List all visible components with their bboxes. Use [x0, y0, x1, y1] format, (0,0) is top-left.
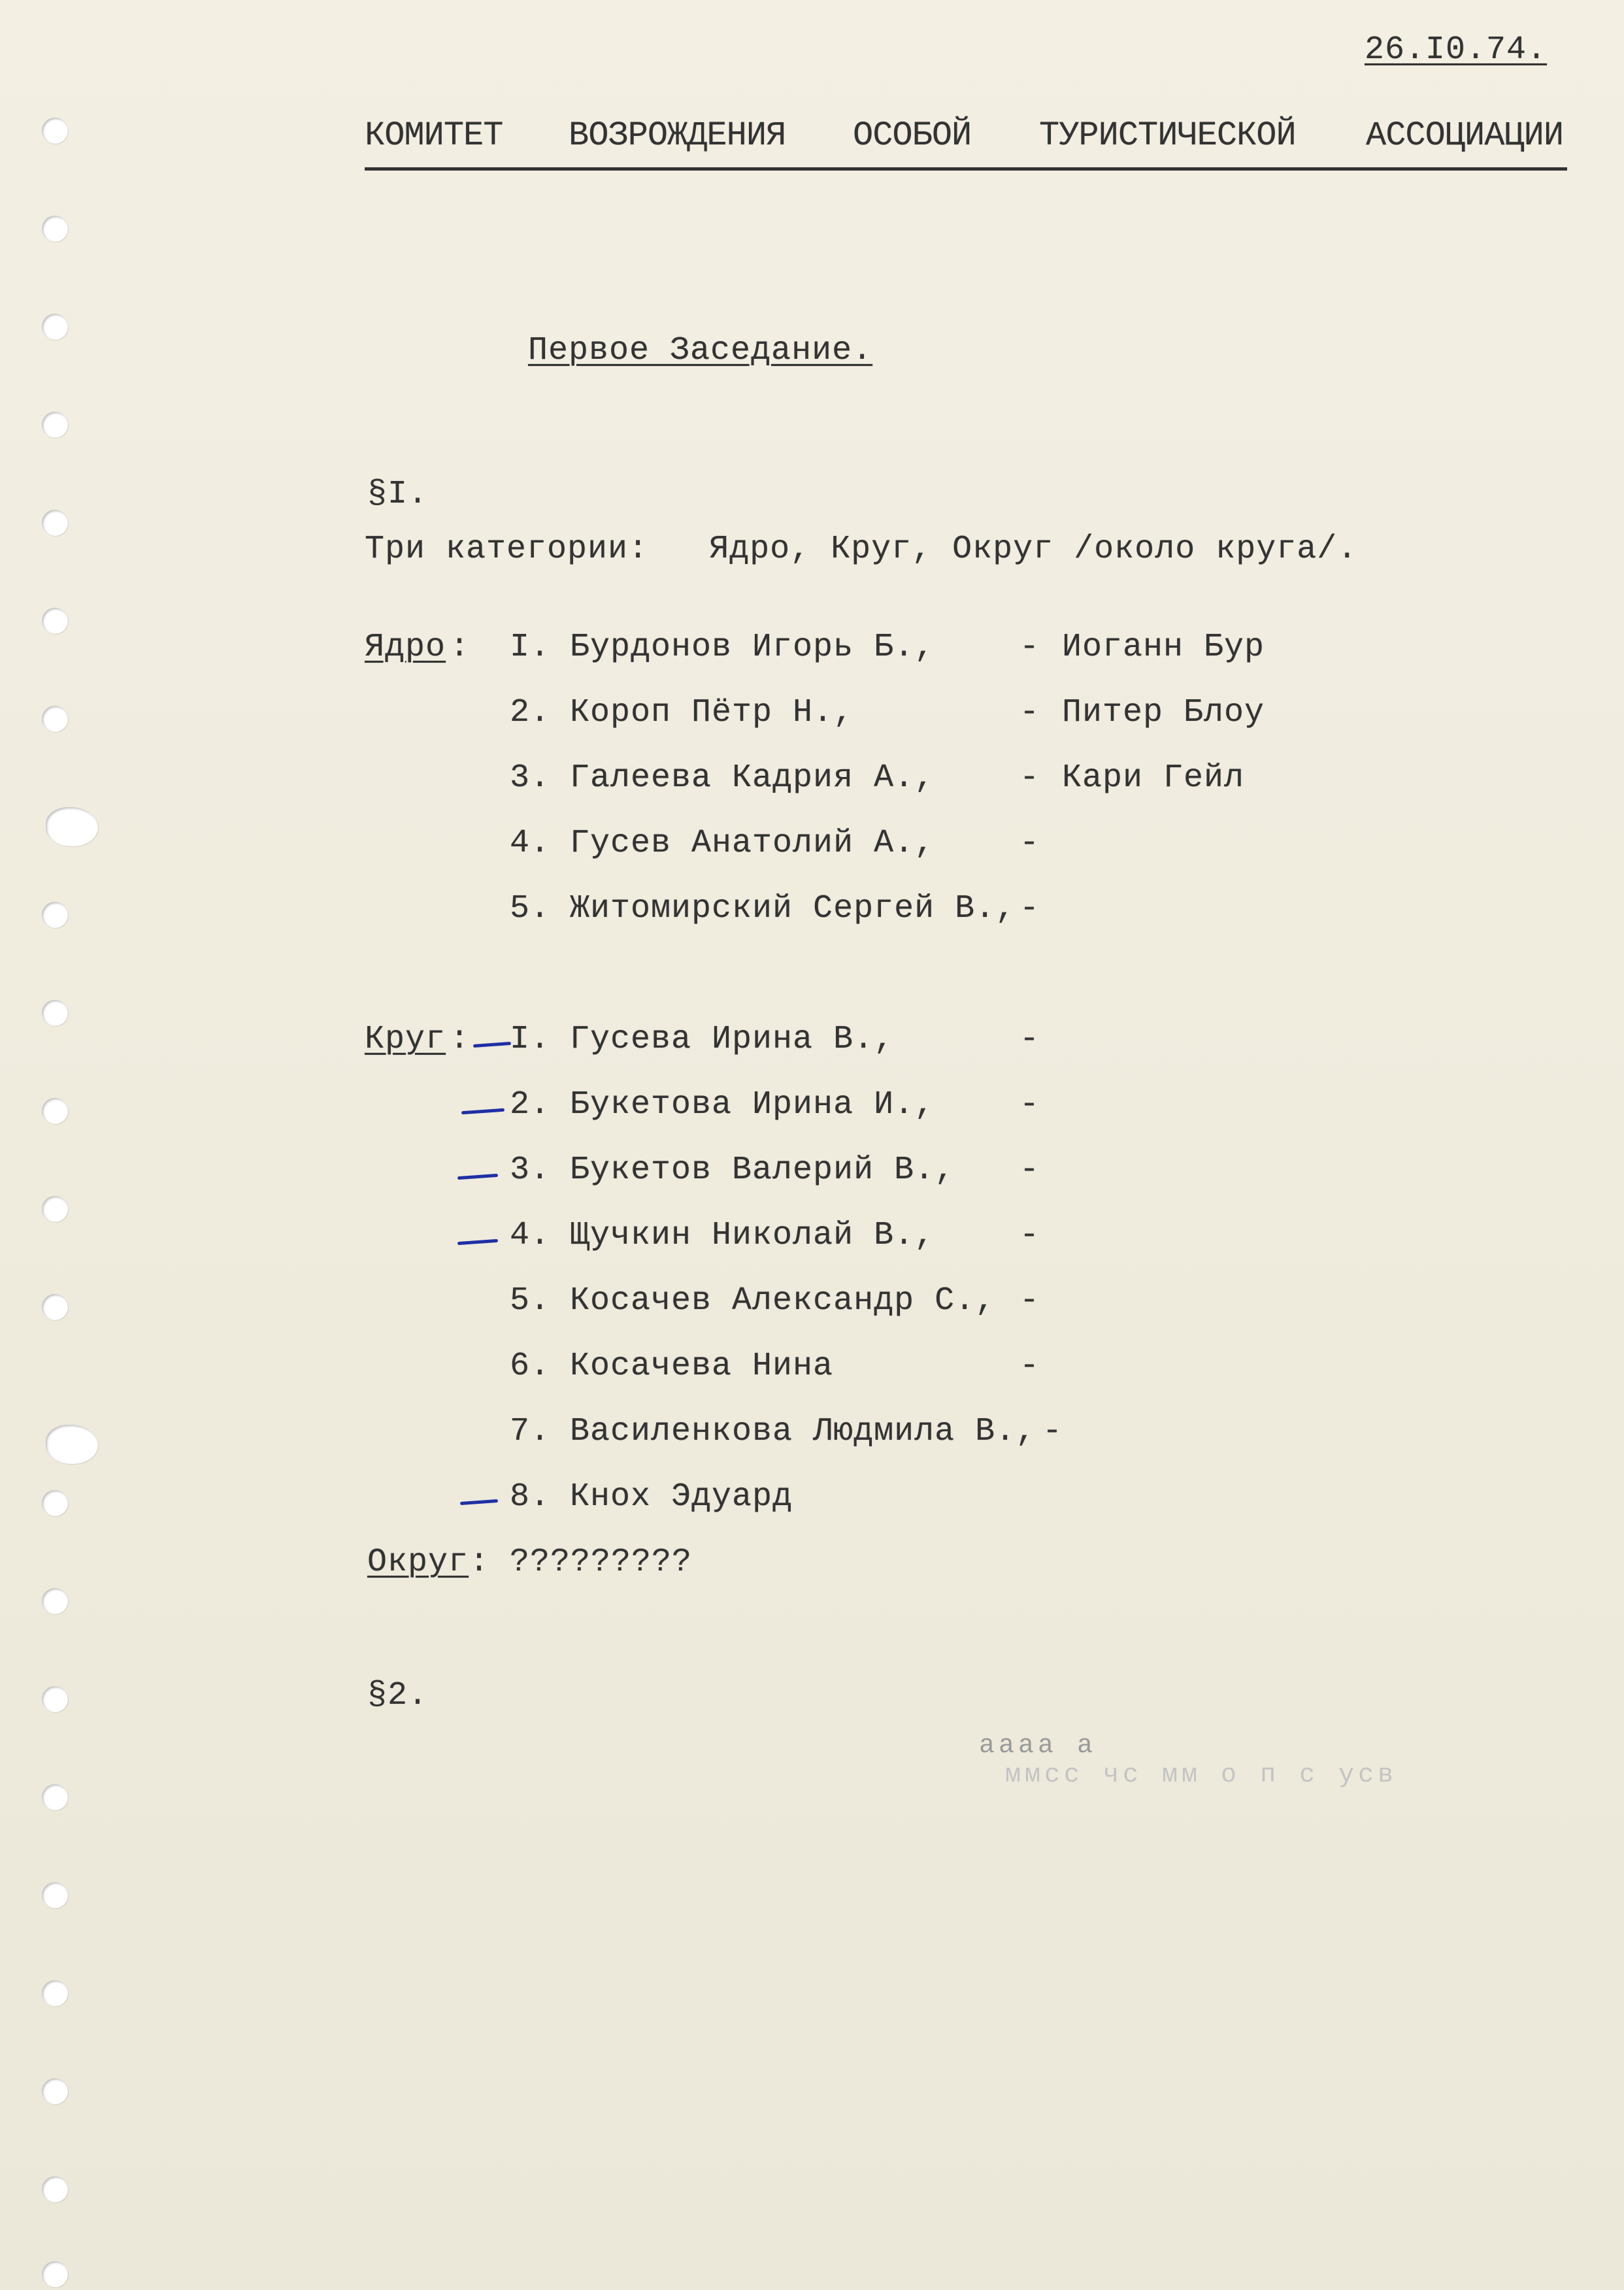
binder-hole — [42, 1588, 68, 1614]
binder-hole — [42, 314, 68, 340]
circle-item-dash: - — [1019, 1086, 1040, 1123]
core-item-number: I. — [510, 629, 551, 666]
meeting-title: Первое Заседание. — [528, 332, 873, 369]
circle-item-dash: - — [1019, 1217, 1040, 1254]
circle-colon: : — [450, 1021, 471, 1058]
header-word-committee: КОМИТЕТ — [365, 116, 503, 155]
core-item-alias: Питер Блоу — [1062, 694, 1265, 731]
header-word-revival: ВОЗРОЖДЕНИЯ — [569, 116, 786, 155]
categories-line: Три категории: Ядро, Круг, Округ /около круга/. — [365, 531, 1358, 568]
circle-item-name: Кнох Эдуард — [570, 1478, 793, 1516]
circle-item-number: I. — [510, 1021, 551, 1058]
circle-item-name: Гусева Ирина В., — [570, 1021, 895, 1058]
binder-hole — [42, 1000, 68, 1026]
binder-hole — [42, 1098, 68, 1124]
circle-item-dash: - — [1019, 1021, 1040, 1058]
circle-item-dash: - — [1019, 1152, 1040, 1189]
header-word-special: ОСОБОЙ — [853, 116, 972, 155]
circle-item-dash: - — [1042, 1413, 1063, 1450]
core-colon: : — [450, 629, 471, 666]
binder-hole — [42, 706, 68, 732]
core-item-number: 3. — [510, 759, 551, 797]
circle-item-name: Косачева Нина — [570, 1348, 834, 1385]
circle-item-number: 5. — [510, 1282, 551, 1319]
core-item-name: Галеева Кадрия А., — [570, 759, 935, 797]
core-item-dash: - — [1019, 825, 1040, 862]
binder-hole — [42, 118, 68, 144]
binder-hole — [42, 1980, 68, 2006]
circle-item-name: Букетов Валерий В., — [570, 1152, 955, 1189]
district-value: ????????? — [510, 1544, 693, 1581]
binder-hole — [42, 412, 68, 438]
section-1-mark: §I. — [367, 476, 429, 513]
header-rule — [365, 167, 1567, 171]
circle-item-name: Василенкова Людмила В., — [570, 1413, 1036, 1450]
binder-hole — [42, 1686, 68, 1712]
circle-item-dash: - — [1019, 1282, 1040, 1319]
core-item-dash: - — [1019, 629, 1040, 666]
core-item-number: 4. — [510, 825, 551, 862]
document-date: 26.I0.74. — [1365, 31, 1548, 69]
circle-item-number: 3. — [510, 1152, 551, 1189]
bleed-through-text — [940, 1702, 1397, 1790]
circle-item-name: Косачев Александр С., — [570, 1282, 996, 1319]
header-word-tourist: ТУРИСТИЧЕСКОЙ — [1039, 116, 1296, 155]
core-item-dash: - — [1019, 759, 1040, 797]
circle-item-number: 8. — [510, 1478, 551, 1516]
circle-label: Круг — [365, 1021, 446, 1058]
circle-item-number: 7. — [510, 1413, 551, 1450]
binder-hole — [42, 1490, 68, 1516]
binder-hole — [42, 2261, 68, 2287]
binder-hole — [42, 1294, 68, 1320]
binder-hole — [42, 902, 68, 928]
core-item-name: Гусев Анатолий А., — [570, 825, 935, 862]
section-2-mark: §2. — [367, 1677, 429, 1714]
header-word-association: АССОЦИАЦИИ — [1366, 116, 1564, 155]
core-item-number: 5. — [510, 890, 551, 927]
circle-item-number: 2. — [510, 1086, 551, 1123]
circle-item-name: Щучкин Николай В., — [570, 1217, 935, 1254]
circle-item-dash: - — [1019, 1348, 1040, 1385]
district-label: Округ — [367, 1544, 469, 1581]
core-label: Ядро — [365, 629, 446, 666]
binder-hole — [42, 1196, 68, 1222]
circle-item-number: 6. — [510, 1348, 551, 1385]
binder-hole — [42, 1784, 68, 1810]
binder-hole — [42, 1882, 68, 1908]
binder-hole — [42, 2078, 68, 2104]
binder-hole — [42, 216, 68, 242]
core-item-name: Бурдонов Игорь Б., — [570, 629, 935, 666]
circle-item-number: 4. — [510, 1217, 551, 1254]
binder-hole — [42, 608, 68, 634]
core-item-number: 2. — [510, 694, 551, 731]
bleed-through-dark: аааа а — [979, 1731, 1097, 1761]
core-item-alias: Иоганн Бур — [1062, 629, 1265, 666]
district-colon: : — [469, 1544, 490, 1581]
core-item-name: Житомирский Сергей В., — [570, 890, 1016, 927]
torn-binder-hole — [46, 807, 98, 846]
binder-hole — [42, 510, 68, 536]
bleed-through-light: ммсс чс мм о п с усв — [1005, 1761, 1398, 1790]
core-item-dash: - — [1019, 890, 1040, 927]
binder-hole — [42, 2176, 68, 2202]
torn-binder-hole — [46, 1425, 98, 1464]
circle-item-name: Букетова Ирина И., — [570, 1086, 935, 1123]
core-item-name: Короп Пётр Н., — [570, 694, 854, 731]
core-item-alias: Кари Гейл — [1062, 759, 1245, 797]
core-item-dash: - — [1019, 694, 1040, 731]
